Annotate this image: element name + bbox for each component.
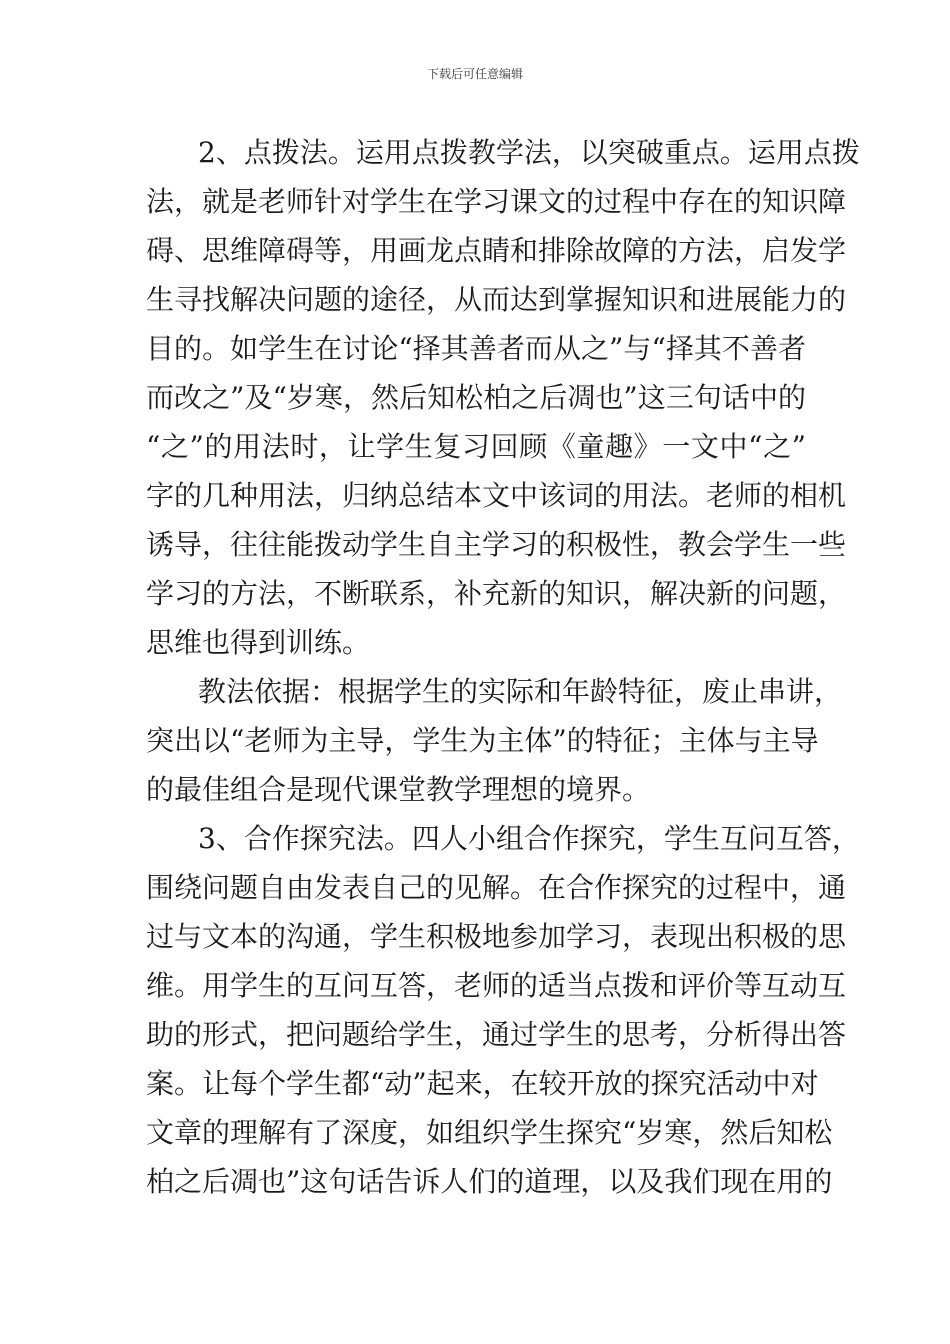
paragraph-dianbofa	[146, 128, 860, 667]
text-line: 学习的方法，不断联系，补充新的知识，解决新的问题，	[146, 577, 847, 610]
text-line: “之”的用法时，让学生复习回顾《童趣》一文中“之”	[146, 430, 806, 463]
paragraph-jiaofa-yiju	[146, 667, 843, 814]
text-line: 教法依据：根据学生的实际和年龄特征，废止串讲，	[198, 675, 843, 708]
text-line: 围绕问题自由发表自己的见解。在合作探究的过程中，通	[146, 871, 847, 904]
text-line: 思维也得到训练。	[146, 626, 371, 659]
text-line: 碍、思维障碍等，用画龙点睛和排除故障的方法，启发学	[146, 234, 847, 267]
text-line: 字的几种用法，归纳总结本文中该词的用法。老师的相机	[146, 479, 847, 512]
text-line: 2、点拨法。运用点拨教学法，以突破重点。运用点拨	[198, 136, 860, 169]
text-line: 过与文本的沟通，学生积极地参加学习，表现出积极的思	[146, 920, 847, 953]
text-line: 而改之”及“岁寒，然后知松柏之后凋也”这三句话中的	[146, 381, 806, 414]
paragraph-hezuo-tanjiu	[146, 814, 860, 1206]
text-line: 柏之后凋也”这句话告诉人们的道理，以及我们现在用的	[146, 1165, 833, 1198]
text-line: 案。让每个学生都“动”起来，在较开放的探究活动中对	[146, 1067, 819, 1100]
page-header: 下载后可任意编辑	[426, 67, 523, 81]
text-line: 突出以“老师为主导，学生为主体”的特征；主体与主导	[146, 724, 819, 757]
text-line: 的最佳组合是现代课堂教学理想的境界。	[146, 773, 651, 806]
document-body	[146, 128, 860, 1206]
text-line: 文章的理解有了深度，如组织学生探究“岁寒，然后知松	[146, 1116, 833, 1149]
text-line: 诱导，往往能拨动学生自主学习的积极性，教会学生一些	[146, 528, 847, 561]
text-line: 维。用学生的互问互答，老师的适当点拨和评价等互动互	[146, 969, 847, 1002]
text-line: 法，就是老师针对学生在学习课文的过程中存在的知识障	[146, 185, 847, 218]
text-line: 生寻找解决问题的途径，从而达到掌握知识和进展能力的	[146, 283, 847, 316]
text-line: 助的形式，把问题给学生，通过学生的思考，分析得出答	[146, 1018, 847, 1051]
text-line: 目的。如学生在讨论“择其善者而从之”与“择其不善者	[146, 332, 806, 365]
text-line: 3、合作探究法。四人小组合作探究，学生互问互答，	[198, 822, 860, 855]
